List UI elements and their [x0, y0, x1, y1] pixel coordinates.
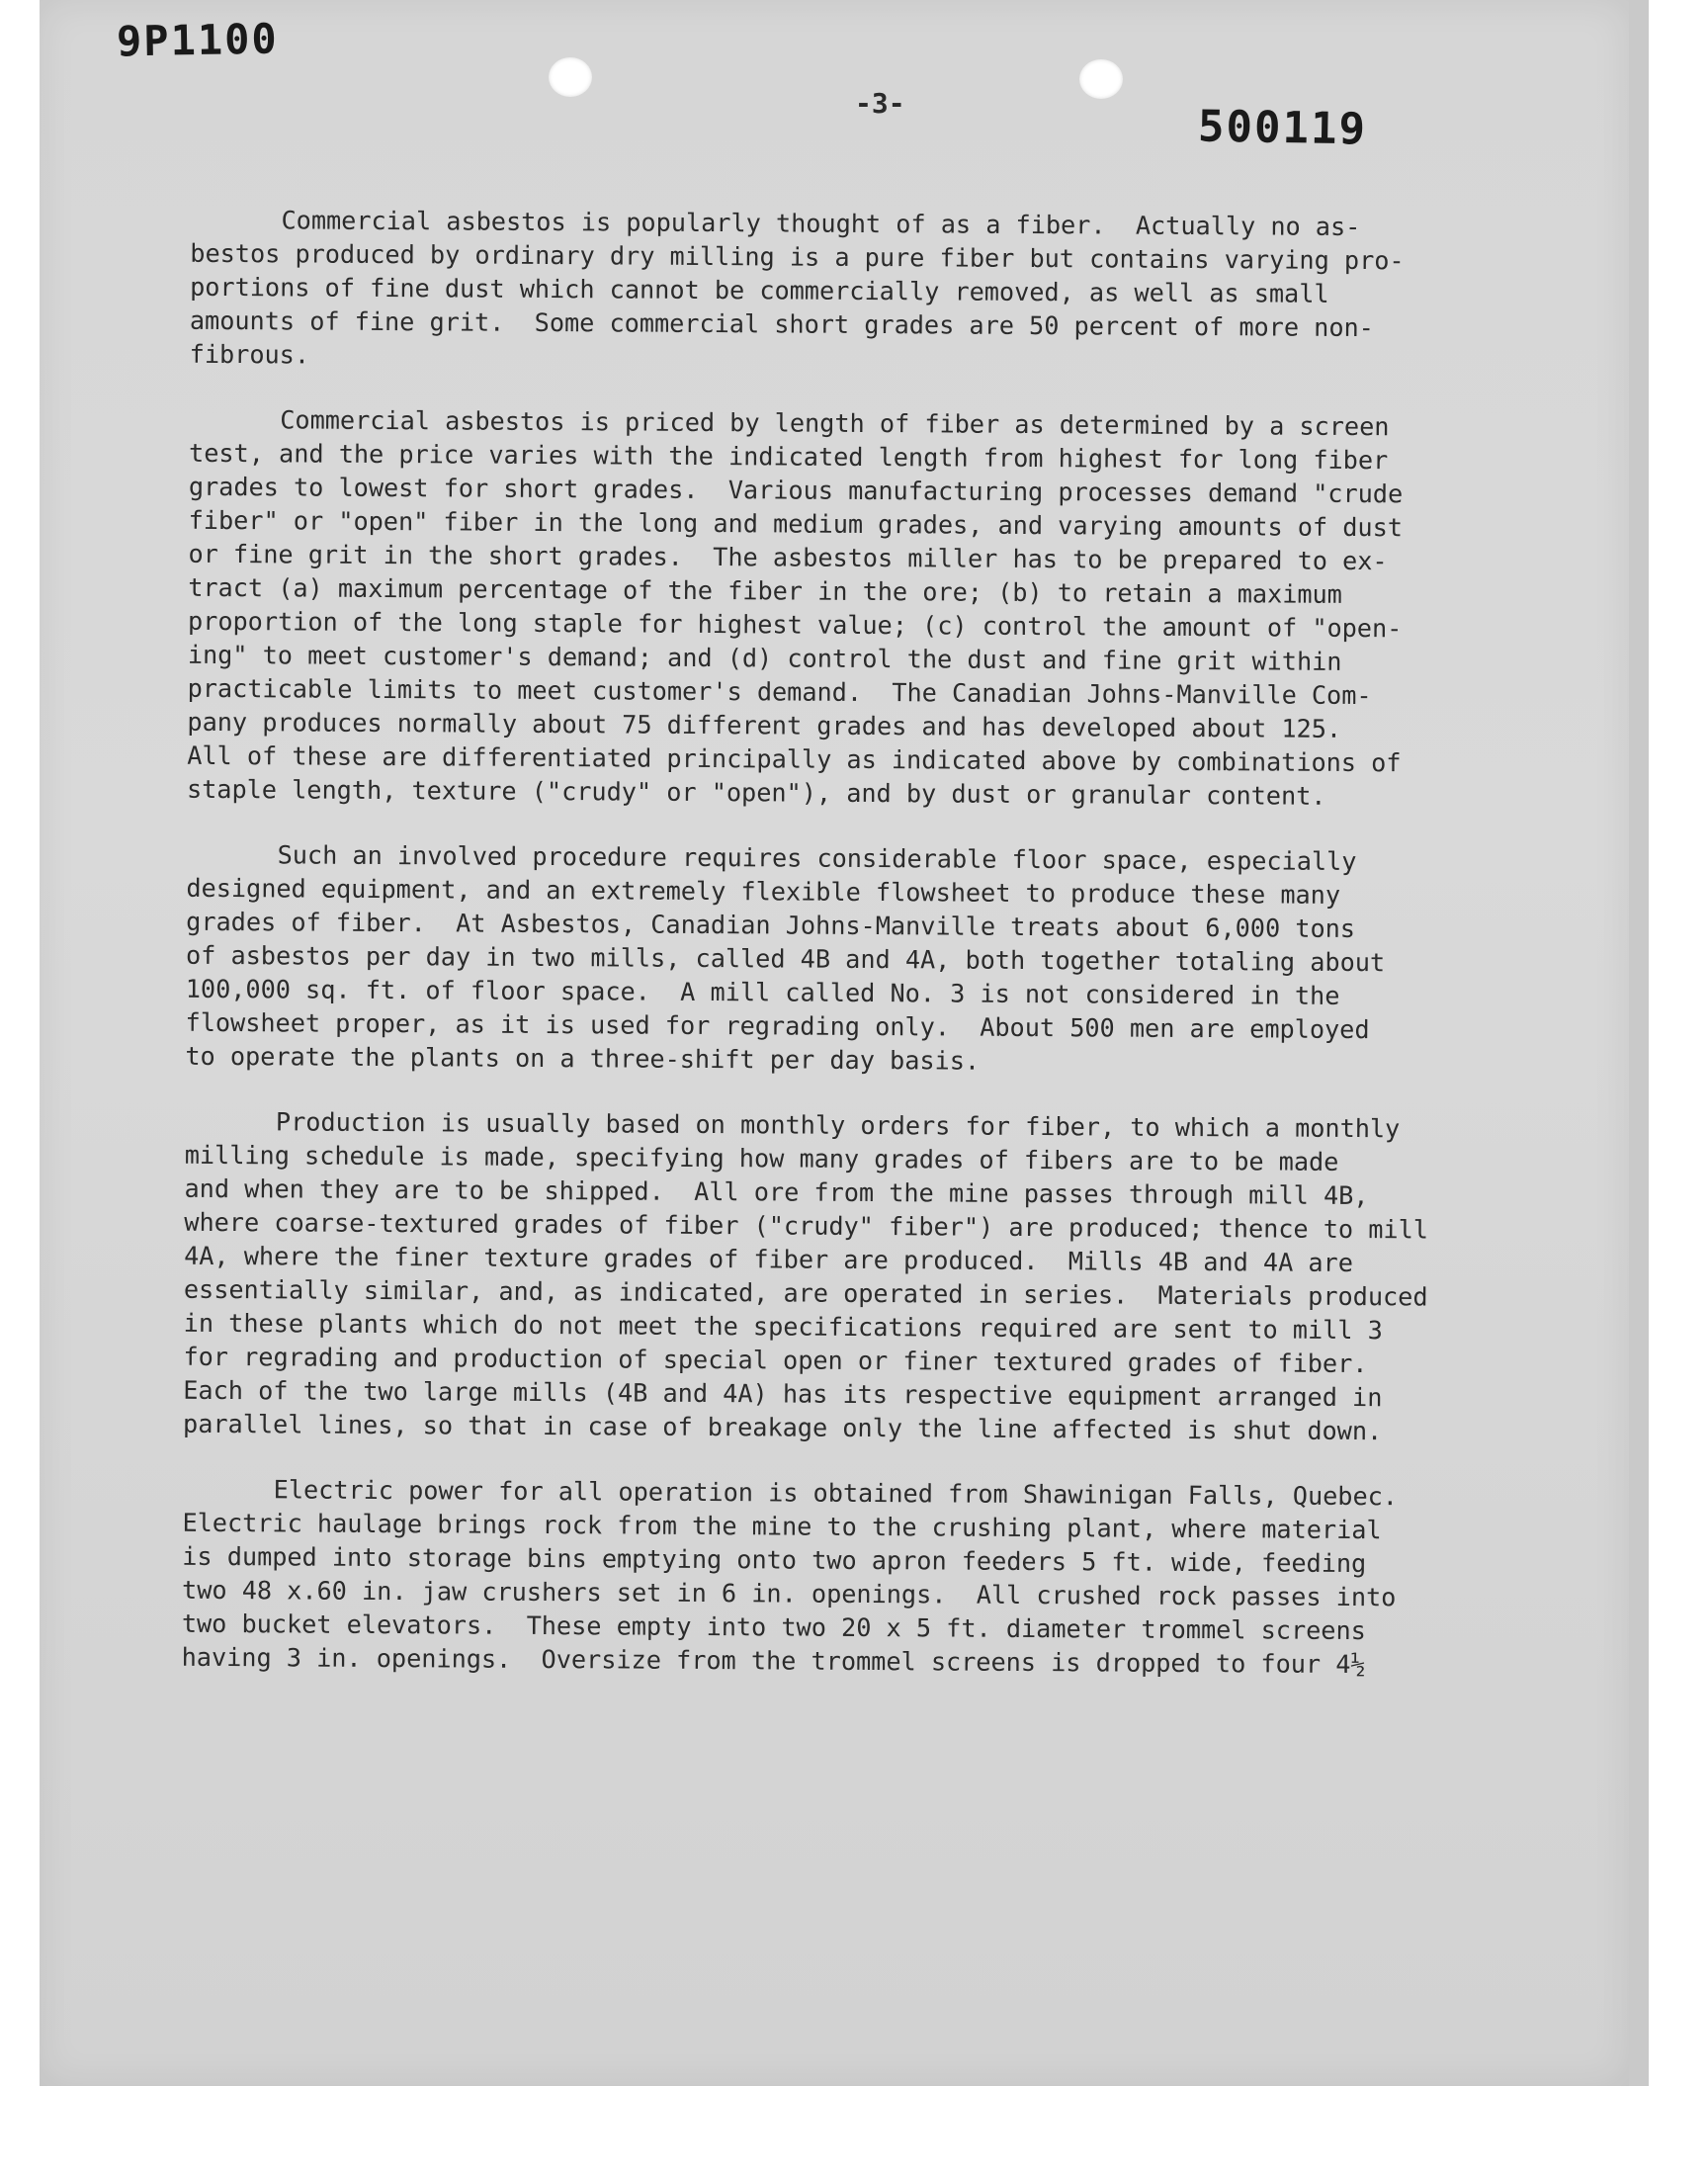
text-line: fiber" or "open" fiber in the long and medium grades, and varying amounts of dust	[188, 505, 1404, 543]
text-line: bestos produced by ordinary dry milling is a pure fiber but contains varying pro-	[190, 238, 1405, 276]
text-line: Commercial asbestos is priced by length of fiber as determined by a screen	[280, 405, 1390, 442]
text-line: in these plants which do not meet the specifications required are sent to mill 3	[183, 1308, 1383, 1346]
text-line: to operate the plants on a three-shift per day basis.	[185, 1041, 981, 1076]
text-line: or fine grit in the short grades. The asbestos miller has to be prepared to ex-	[188, 539, 1388, 576]
text-line: pany produces normally about 75 different grades and has developed about 125.	[187, 707, 1342, 743]
text-line: amounts of fine grit. Some commercial short grades are 50 percent of more non-	[189, 305, 1374, 343]
text-line: essentially similar, and, as indicated, are operated in series. Materials produced	[183, 1274, 1428, 1312]
text-line: two bucket elevators. These empty into two 20 x 5 ft. diameter trommel screens	[181, 1609, 1366, 1646]
text-line: is dumped into storage bins emptying onto two apron feeders 5 ft. wide, feeding	[182, 1541, 1367, 1579]
text-line: where coarse-textured grades of fiber ("crudy" fiber") are produced; thence to mill	[184, 1207, 1429, 1245]
text-line: proportion of the long staple for highest value; (c) control the amount of "open-	[187, 606, 1403, 644]
text-line: designed equipment, and an extremely flexible flowsheet to produce these many	[186, 873, 1341, 910]
text-line: of asbestos per day in two mills, called 4B and 4A, both together totaling about	[185, 940, 1386, 978]
text-line: milling schedule is made, specifying how many grades of fibers are to be made	[184, 1140, 1339, 1176]
paragraph-1	[190, 204, 1563, 380]
text-line: practicable limits to meet customer's demand. The Canadian Johns-Manville Com-	[187, 673, 1372, 711]
text-line: All of these are differentiated principally as indicated above by combinations of	[187, 740, 1402, 778]
text-line: grades to lowest for short grades. Various manufacturing processes demand "crude	[188, 472, 1404, 509]
text-line: 100,000 sq. ft. of floor space. A mill called No. 3 is not considered in the	[185, 974, 1340, 1010]
text-line: for regrading and production of special open or finer textured grades of fiber.	[183, 1342, 1368, 1379]
text-line: parallel lines, so that in case of breakage only the line affected is shut down.	[183, 1409, 1383, 1446]
text-line: test, and the price varies with the indicated length from highest for long fiber	[189, 438, 1389, 476]
text-line: Commercial asbestos is popularly thought of as a fiber. Actually no as-	[281, 206, 1361, 242]
document-body	[181, 204, 1562, 1714]
text-line: Electric haulage brings rock from the mine to the crushing plant, where material	[182, 1508, 1382, 1545]
paragraph-2	[187, 403, 1561, 815]
text-line: and when they are to be shipped. All ore from the mine passes through mill 4B,	[184, 1174, 1369, 1211]
paragraph-5	[182, 1473, 1555, 1683]
text-line: two 48 x.60 in. jaw crushers set in 6 in. openings. All crushed rock passes into	[181, 1575, 1397, 1612]
page-number: -3-	[855, 87, 905, 120]
document-stamp-left: 9P1100	[116, 14, 280, 66]
document-stamp-right: 500119	[1197, 101, 1368, 155]
text-line: tract (a) maximum percentage of the fiber in the ore; (b) to retain a maximum	[188, 572, 1342, 609]
text-line: flowsheet proper, as it is used for regrading only. About 500 men are employed	[185, 1007, 1370, 1045]
paragraph-3	[185, 838, 1558, 1082]
text-line: staple length, texture ("crudy" or "open"), and by dust or granular content.	[186, 774, 1326, 811]
text-line: Production is usually based on monthly orders for fiber, to which a monthly	[275, 1107, 1401, 1144]
text-line: grades of fiber. At Asbestos, Canadian Johns-Manville treats about 6,000 tons	[186, 907, 1356, 943]
text-line: Electric power for all operation is obtained from Shawinigan Falls, Quebec.	[273, 1475, 1399, 1512]
text-line: fibrous.	[189, 339, 310, 370]
text-line: ing" to meet customer's demand; and (d) control the dust and fine grit within	[187, 640, 1342, 676]
text-line: Such an involved procedure requires considerable floor space, especially	[277, 840, 1357, 876]
text-line: Each of the two large mills (4B and 4A) has its respective equipment arranged in	[183, 1375, 1383, 1413]
page-edge	[1629, 0, 1649, 2086]
text-line: having 3 in. openings. Oversize from the trommel screens is dropped to four 4½	[181, 1642, 1366, 1680]
text-line: 4A, where the finer texture grades of fiber are produced. Mills 4B and 4A are	[184, 1241, 1354, 1277]
text-line: portions of fine dust which cannot be commercially removed, as well as small	[190, 272, 1329, 308]
paragraph-4	[183, 1105, 1557, 1449]
punch-hole-right	[1079, 59, 1123, 99]
punch-hole-left	[549, 57, 592, 97]
